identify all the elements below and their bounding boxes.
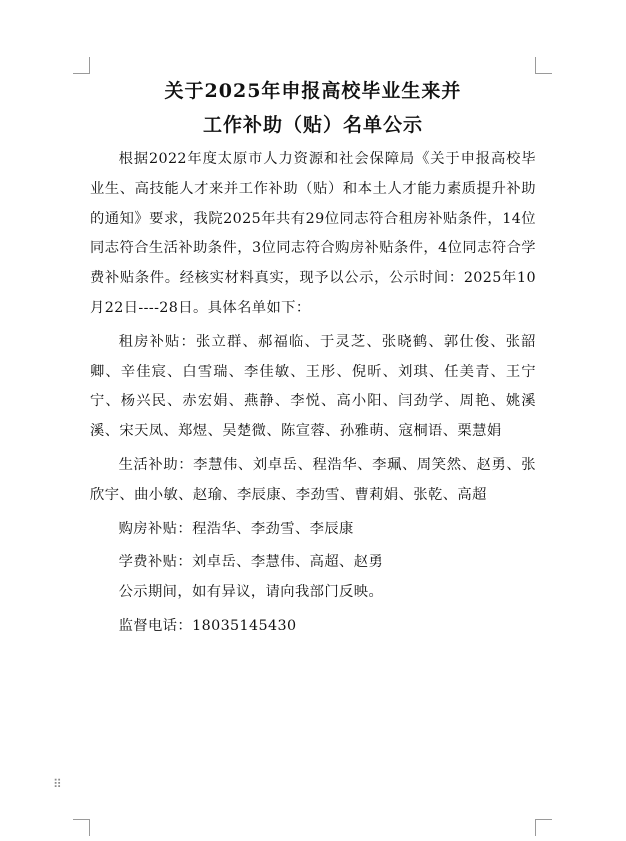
living-subsidy-list: 生活补助：李慧伟、刘卓岳、程浩华、李珮、周笑然、赵勇、张欣宇、曲小敏、赵瑜、李辰康、李劲雪、曹莉娟、张乾、高超 [90, 456, 536, 503]
crop-mark-bottom-right [535, 819, 552, 836]
supervision-phone: 监督电话：18035145430 [118, 617, 297, 634]
document-title-line-1: 关于2025年申报高校毕业生来并 [164, 80, 462, 102]
crop-mark-bottom-left [73, 819, 90, 836]
crop-mark-top-left [73, 57, 90, 74]
rent-subsidy-list: 租房补贴：张立群、郝福临、于灵芝、张晓鹤、郭仕俊、张韶卿、辛佳宸、白雪瑞、李佳敏、王彤、倪昕、刘琪、任美青、王宁宁、杨兴民、赤宏娟、燕静、李悦、高小阳、闫劲学、周艳、姚溪溪、宋天凤、郑煜、吴楚微、陈宣蓉、孙雅萌、寇桐语、栗慧娟 [90, 333, 536, 440]
tuition-subsidy-list: 学费补贴：刘卓岳、李慧伟、高超、赵勇 [118, 554, 384, 571]
housing-subsidy-list: 购房补贴：程浩华、李劲雪、李辰康 [118, 520, 354, 537]
document-body [90, 145, 536, 642]
crop-mark-top-right [535, 57, 552, 74]
intro-paragraph: 根据2022年度太原市人力资源和社会保障局《关于申报高校毕业生、高技能人才来并工作补助（贴）和本土人才能力素质提升补助的通知》要求，我院2025年共有29位同志符合租房补贴条件，14位同志符合生活补助条件，3位同志符合购房补贴条件，4位同志符合学费补贴条件。经核实材料真实，现予以公示，公示时间：2025年10月22日----28日。具体名单如下： [90, 151, 536, 316]
objection-note: 公示期间，如有异议，请向我部门反映。 [118, 584, 384, 601]
drag-handle-icon[interactable]: ⠿ [53, 777, 63, 791]
document-title-line-2: 工作补助（贴）名单公示 [202, 114, 423, 136]
